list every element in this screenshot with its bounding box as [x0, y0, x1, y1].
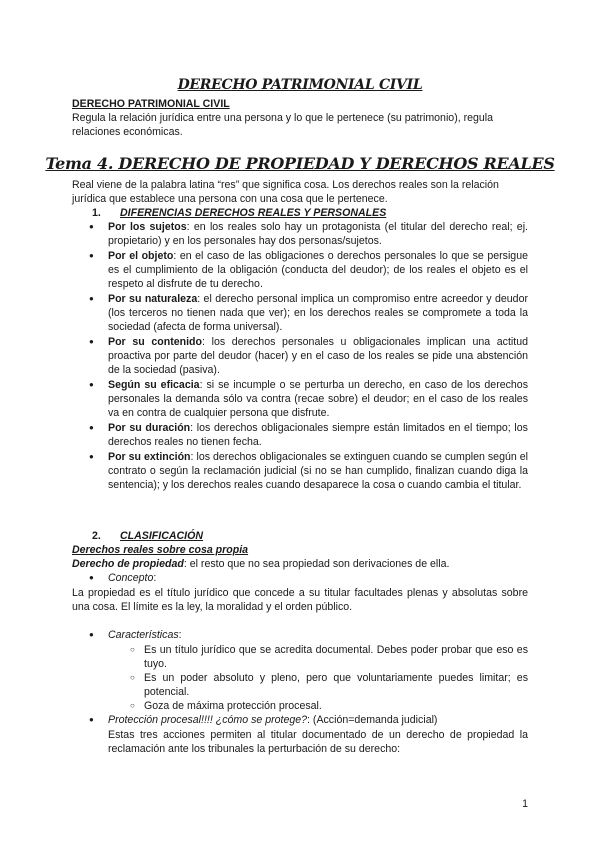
concepto-text: La propiedad es el título jurídico que concede a su titular facultades plenas y absolutas sobre una cosa. El límite es la ley, la moralidad y el orden público. [72, 587, 528, 613]
list-item: ● Por el objeto: en el caso de las obligaciones o derechos personales lo que se persigue es el cumplimiento de la obligación (conducta del deudor); de los reales el objeto es el respeto al disfrute de tu derecho. [72, 249, 528, 291]
section-2-heading: CLASIFICACIÓN [120, 530, 203, 542]
list-item: ● Según su eficacia: si se incumple o se perturba un derecho, en caso de los derechos personales la demanda sólo va contra (recae sobre) el deudor; en el caso de los reales va en contra de cualquier persona que disfrute. [72, 378, 528, 420]
document-title: DERECHO PATRIMONIAL CIVIL [177, 77, 423, 93]
section-1-heading-row [72, 206, 528, 220]
proteccion-text: Estas tres acciones permiten al titular documentado de un derecho de propiedad la reclamación ante los tribunales la perturbación de su derecho: [108, 729, 528, 755]
list-item: ● Por su duración: los derechos obligacionales siempre están limitados en el tiempo; los derechos reales no tienen fecha. [72, 421, 528, 449]
list-item: ● Protección procesal!!!! ¿cómo se protege?: (Acción=demanda judicial) [72, 713, 528, 727]
section-2 [72, 529, 528, 756]
list-item: ○ Goza de máxima protección procesal. [72, 699, 528, 713]
caracteristicas-list [72, 643, 528, 713]
list-item: ● Por su naturaleza: el derecho personal implica un compromiso entre acreedor y deudor (los terceros no tienen nada que ver); en los derechos reales se compromete a toda la sociedad (afecta de forma universal). [72, 292, 528, 334]
list-item: ○ Es un título jurídico que se acredita documental. Debes poder probar que eso es tuyo. [72, 643, 528, 671]
list-item: ● Concepto: [72, 571, 528, 585]
section-2-heading-row [72, 529, 528, 543]
caracteristicas-bullet [72, 628, 528, 642]
subheading: Derechos reales sobre cosa propia [72, 544, 249, 556]
proteccion-bullet [72, 713, 528, 727]
section-1 [72, 178, 528, 493]
section-1-heading: DIFERENCIAS DERECHOS REALES Y PERSONALES [120, 207, 387, 219]
topic-intro: Real viene de la palabra latina “res” que significa cosa. Los derechos reales son la relación jurídica que establece una persona con una cosa que le pertenece. [72, 179, 499, 205]
concepto-bullet [72, 571, 528, 585]
topic-title: Tema 4. DERECHO DE PROPIEDAD Y DERECHOS REALES [45, 154, 555, 173]
intro-section [72, 97, 528, 139]
page-number: 1 [522, 798, 528, 810]
intro-text: Regula la relación jurídica entre una persona y lo que le pertenece (su patrimonio), regula relaciones económicas. [72, 112, 494, 138]
propiedad-line: Derecho de propiedad: el resto que no sea propiedad son derivaciones de ella. [72, 558, 450, 570]
intro-heading: DERECHO PATRIMONIAL CIVIL [72, 98, 230, 110]
list-item: ○ Es un poder absoluto y pleno, pero que voluntariamente puedes limitar; es potencial. [72, 671, 528, 699]
section-2-number: 2. [92, 530, 101, 542]
list-item: ● Por su contenido: los derechos personales u obligacionales implican una actitud proactiva por parte del deudor (hacer) y en el caso de los reales se pide una abstención de la sociedad (pasiva). [72, 335, 528, 377]
list-item: ● Por su extinción: los derechos obligacionales se extinguen cuando se cumplen según el contrato o según la reclamación judicial (si no se han cumplido, finalizan cuando diga la sentencia); y los derechos reales cuando desaparece la cosa o cuando cambia el titular. [72, 450, 528, 492]
differences-list [72, 220, 528, 492]
list-item: ● Por los sujetos: en los reales solo hay un protagonista (el titular del derecho real; ej. propietario) y en los personales hay dos personas/sujetos. [72, 220, 528, 248]
list-item: ● Características: [72, 628, 528, 642]
section-1-number: 1. [92, 207, 101, 219]
